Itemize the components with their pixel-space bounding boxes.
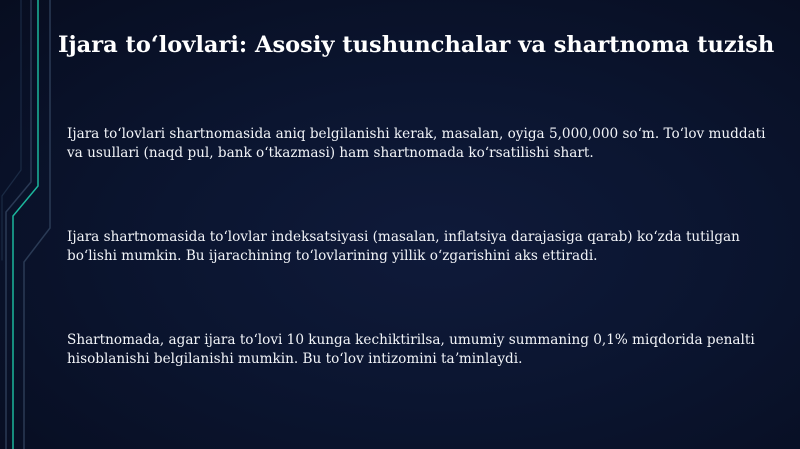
decorative-circuit-lines	[0, 0, 80, 449]
slide-title: Ijara toʻlovlari: Asosiy tushunchalar va shartnoma tuzish	[58, 32, 775, 58]
paragraph-indexation: Ijara shartnomasida toʻlovlar indeksatsiyasi (masalan, inflatsiya darajasiga qarab) koʻzda tutilgan boʻlishi mumkin. Bu ijarachining toʻlovlarining yillik oʻzgarishini aks ettiradi.	[67, 229, 740, 264]
paragraph-penalty: Shartnomada, agar ijara toʻlovi 10 kunga kechiktirilsa, umumiy summaning 0,1% miqdorida penalti hisoblanishi belgilanishi mumkin. Bu toʻlov intizomini taʼminlaydi.	[67, 332, 755, 367]
paragraph-payment-amount: Ijara toʻlovlari shartnomasida aniq belgilanishi kerak, masalan, oyiga 5,000,000 soʻm. Toʻlov muddati va usullari (naqd pul, bank oʻtkazmasi) ham shartnomada koʻrsatilishi shart.	[67, 126, 766, 161]
